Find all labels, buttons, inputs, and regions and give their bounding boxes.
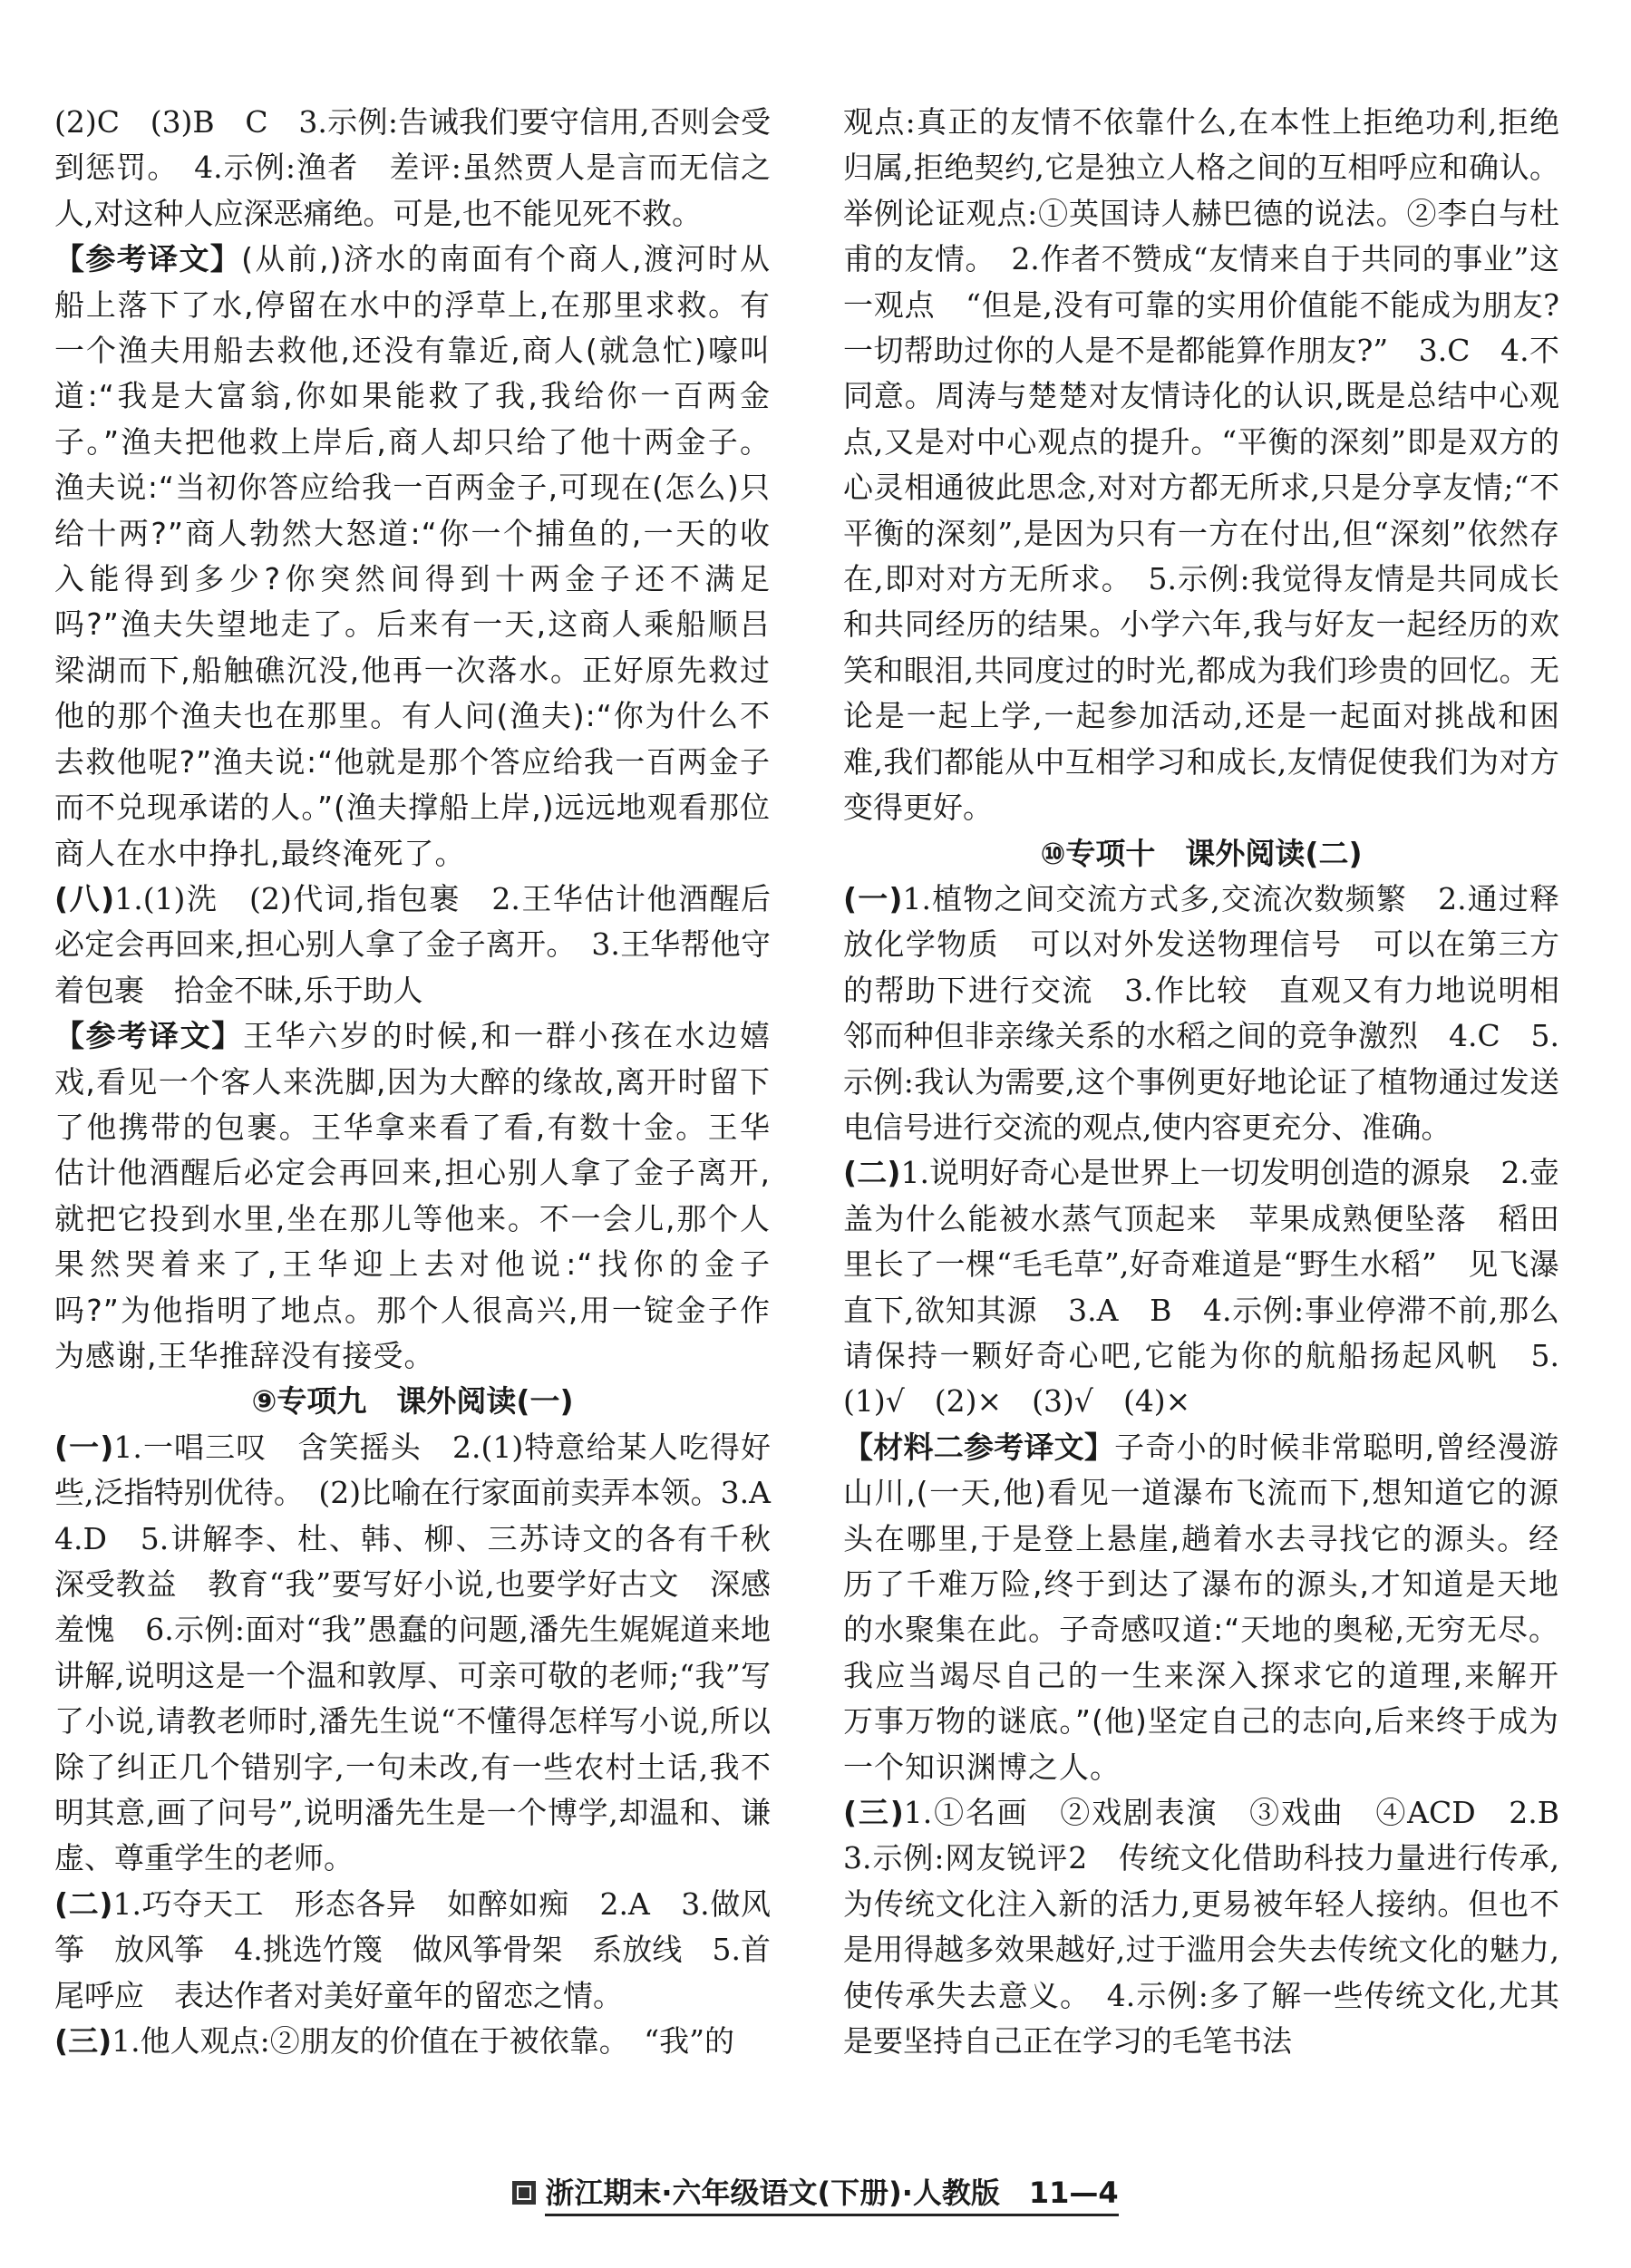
paragraph-label: (三) [843, 1795, 904, 1831]
paragraph-label: (二) [843, 1155, 901, 1191]
page-footer [0, 2169, 1631, 2216]
paragraph-text: 1.植物之间交流方式多,交流次数频繁 2.通过释放化学物质 可以对外发送物理信号 可以在第三方的帮助下进行交流 3.作比较 直观又有力地说明相邻而种但非亲缘关系的水稻之间的竞争激烈 4.C 5.示例:我认为需要,这个事例更好地论证了植物通过发送电信号进行交流的观点,使内容更充分、准确。 [843, 880, 1559, 1145]
answer-paragraph [54, 2019, 771, 2064]
paragraph-text: 1.他人观点:②朋友的价值在于被依靠。 “我”的 [112, 2023, 735, 2060]
paragraph-text: 子奇小的时候非常聪明,曾经漫游山川,(一天,他)看见一道瀑布飞流而下,想知道它的源头在哪里,于是登上悬崖,趟着水去寻找它的源头。经历了千难万险,终于到达了瀑布的源头,才知道是天地的水聚集在此。子奇感叹道:“天地的奥秘,无穷无尽。我应当竭尽自己的一生来深入探求它的道理,来解开万事万物的谜底。”(他)坚定自己的志向,后来终于成为一个知识渊博之人。 [843, 1429, 1559, 1785]
answer-paragraph [843, 1150, 1559, 1424]
translation-paragraph [54, 1013, 771, 1379]
paragraph-text: 王华六岁的时候,和一群小孩在水边嬉戏,看见一个客人来洗脚,因为大醉的缘故,离开时留下了他携带的包裹。王华拿来看了看,有数十金。王华估计他酒醒后必定会再回来,担心别人拿了金子离开,就把它投到水里,坐在那儿等他来。不一会儿,那个人果然哭着来了,王华迎上去对他说:“找你的金子吗?”为他指明了地点。那个人很高兴,用一锭金子作为感谢,王华推辞没有接受。 [54, 1018, 772, 1373]
answer-paragraph [54, 1882, 771, 2019]
paragraph-text: (从前,)济水的南面有个商人,渡河时从船上落下了水,停留在水中的浮草上,在那里求救。有一个渔夫用船去救他,还没有靠近,商人(就急忙)嚎叫道:“我是大富翁,你如果能救了我,我给你一百两金子。”渔夫把他救上岸后,商人却只给了他十两金子。渔夫说:“当初你答应给我一百两金子,可现在(怎么)只给十两?”商人勃然大怒道:“你一个捕鱼的,一天的收入能得到多少?你突然间得到十两金子还不满足吗?”渔夫失望地走了。后来有一天,这商人乘船顺吕梁湖而下,船触礁沉没,他再一次落水。正好原先救过他的那个渔夫也在那里。有人问(渔夫):“你为什么不去救他呢?”渔夫说:“他就是那个答应给我一百两金子而不兑现承诺的人。”(渔夫撑船上岸,)远远地观看那位商人在水中挣扎,最终淹死了。 [54, 241, 771, 871]
paragraph-text: (2)C (3)B C 3.示例:告诫我们要守信用,否则会受到惩罚。 4.示例:渔者 差评:虽然贾人是言而无信之人,对这种人应深恶痛绝。可是,也不能见死不救。 [54, 104, 771, 231]
right-column [843, 100, 1589, 2064]
section-heading: ⑨专项九 课外阅读(一) [251, 1383, 574, 1420]
answer-paragraph [843, 100, 1559, 831]
paragraph-label: (一) [843, 880, 903, 916]
paragraph-text: 1.一唱三叹 含笑摇头 2.(1)特意给某人吃得好些,泛指特别优待。 (2)比喻在行家面前卖弄本领。3.A 4.D 5.讲解李、杜、韩、柳、三苏诗文的各有千秋 深受教益 教育“我”要写好小说,也要学好古文 深感羞愧 6.示例:面对“我”愚蠢的问题,潘先生娓娓道来地讲解,说明这是一个温和敦厚、可亲可敬的老师;“我”写了小说,请教老师时,潘先生说“不懂得怎样写小说,所以除了纠正几个错别字,一句未改,有一些农村土话,我不明其意,画了问号”,说明潘先生是一个博学,却温和、谦虚、尊重学生的老师。 [54, 1429, 801, 1876]
paragraph-label: (三) [54, 2023, 112, 2060]
answer-paragraph [54, 877, 771, 1013]
paragraph-label: 【参考译文】 [54, 1018, 243, 1054]
translation-paragraph [843, 1425, 1559, 1790]
paragraph-text: 1.说明好奇心是世界上一切发明创造的源泉 2.壶盖为什么能被水蒸气顶起来 苹果成熟便坠落 稻田里长了一棵“毛毛草”,好奇难道是“野生水稻” 见飞瀑直下,欲知其源 3.A B 4.示例:事业停滞不前,那么请保持一颗好奇心吧,它能为你的航船扬起风帆 5.(1)√ (2)× (3)√ (4)× [843, 1155, 1559, 1420]
left-column [54, 100, 801, 2064]
paragraph-text: 观点:真正的友情不依靠什么,在本性上拒绝功利,拒绝归属,拒绝契约,它是独立人格之间的互相呼应和确认。举例论证观点:①英国诗人赫巴德的说法。②李白与杜甫的友情。 2.作者不赞成“友情来自于共同的事业”这一观点 “但是,没有可靠的实用价值能不能成为朋友?一切帮助过你的人是不是都能算作朋友?” 3.C 4.不同意。周涛与楚楚对友情诗化的认识,既是总结中心观点,又是对中心观点的提升。“平衡的深刻”即是双方的心灵相通彼此思念,对对方都无所求,只是分享友情;“不平衡的深刻”,是因为只有一方在付出,但“深刻”依然存在,即对对方无所求。 5.示例:我觉得友情是共同成长和共同经历的结果。小学六年,我与好友一起经历的欢笑和眼泪,共同度过的时光,都成为我们珍贵的回忆。无论是一起上学,一起参加活动,还是一起面对挑战和困难,我们都能从中互相学习和成长,友情促使我们为对方变得更好。 [843, 104, 1559, 826]
footer-text: 浙江期末·六年级语文(下册)·人教版 11—4 [545, 2170, 1118, 2216]
paragraph-text: 1.(1)洗 (2)代词,指包裹 2.王华估计他酒醒后必定会再回来,担心别人拿了金子离开。 3.王华帮他守着包裹 拾金不昧,乐于助人 [54, 880, 771, 1008]
paragraph-text: 1.①名画 ②戏剧表演 ③戏曲 ④ACD 2.B 3.示例:网友锐评2 传统文化借助科技力量进行传承,为传统文化注入新的活力,更易被年轻人接纳。但也不是用得越多效果越好,过于滥用会失去传统文化的魅力,使传承失去意义。 4.示例:多了解一些传统文化,尤其是要坚持自己正在学习的毛笔书法 [843, 1795, 1589, 2060]
paragraph-label: 【材料二参考译文】 [843, 1429, 1115, 1465]
paragraph-label: (八) [54, 880, 115, 916]
answer-paragraph [843, 877, 1559, 1150]
answer-paragraph [54, 100, 771, 237]
paragraph-label: (二) [54, 1885, 113, 1922]
paragraph-text: 1.巧夺天工 形态各异 如醉如痴 2.A 3.做风筝 放风筝 4.挑选竹篾 做风筝骨架 系放线 5.首尾呼应 表达作者对美好童年的留恋之情。 [54, 1885, 771, 2013]
paragraph-label: 【参考译文】 [54, 241, 242, 277]
translation-paragraph [54, 237, 771, 877]
section-heading: ⑩专项十 课外阅读(二) [1040, 835, 1363, 871]
answer-paragraph [843, 1790, 1589, 2064]
paragraph-label: (一) [54, 1429, 114, 1465]
book-icon [512, 2181, 536, 2205]
answer-paragraph [54, 1425, 801, 1882]
